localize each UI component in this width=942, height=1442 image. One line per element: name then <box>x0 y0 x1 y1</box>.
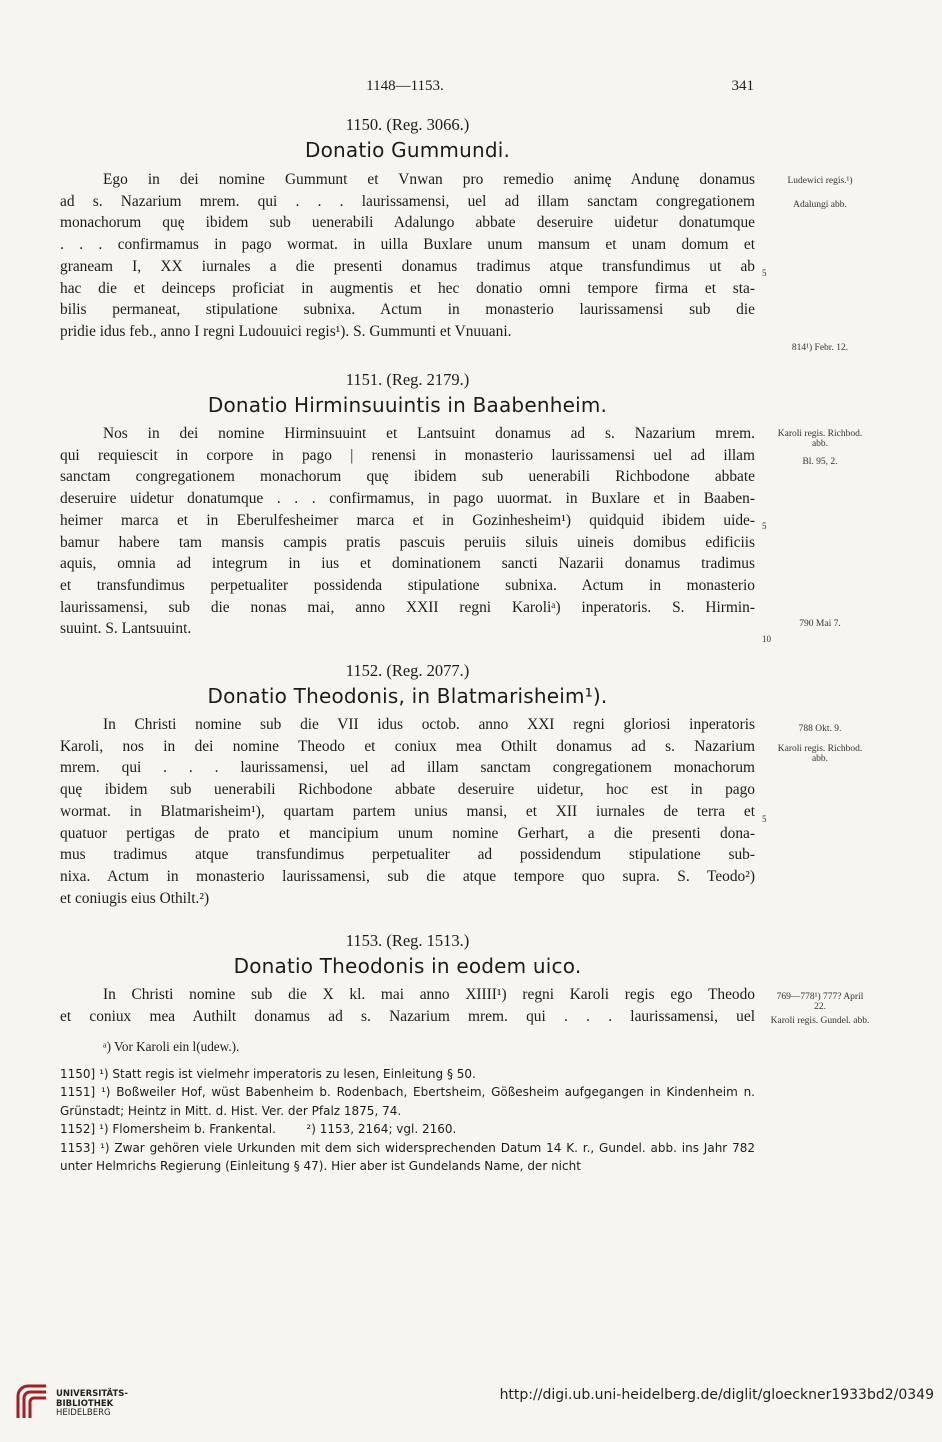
margin-note: Ludewici regis.¹) <box>787 176 853 186</box>
text-line: graneam I, XX iurnales a die presenti donamus tradimus atque transfundimus ut ab <box>60 257 755 275</box>
text-line: quatuor pertigas de prato et mancipium unum nomine Gerhart, a die presenti dona- <box>60 824 755 842</box>
library-line: UNIVERSITÄTS- <box>56 1389 128 1399</box>
text-line: Nos in dei nomine Hirminsuuint et Lantsuint donamus ad s. Nazarium mrem. <box>103 425 755 442</box>
text-line: et coniugis eius Othilt.²) <box>60 889 210 907</box>
footnote-ref: 1151] <box>60 1085 96 1099</box>
text-line: et coniux mea Authilt donamus ad s. Nazarium mrem. qui . . . laurissamensi, uel <box>60 1007 755 1025</box>
margin-date: 769—778¹) 777? April 22. <box>776 992 864 1012</box>
text-line: laurissamensi, sub die nonas mai, anno XXII regni Karoliᵃ) inperatoris. S. Hirmin- <box>60 598 755 616</box>
charter-entry-1151 <box>60 369 755 640</box>
text-line: Ego in dei nomine Gummunt et Vnwan pro remedio animę Andunę donamus <box>103 171 755 188</box>
footnote-1152 <box>60 1120 755 1139</box>
entry-text <box>60 984 755 1027</box>
entry-reg-number: 1150. (Reg. 3066.) <box>345 115 470 134</box>
library-logo-icon <box>14 1382 50 1422</box>
footnote-1151 <box>60 1083 755 1120</box>
footnote-text: ¹) Statt regis ist vielmehr imperatoris zu lesen, Einleitung § 50. <box>99 1066 476 1081</box>
library-name <box>56 1390 128 1419</box>
text-line: mrem. qui . . . laurissamensi, uel ad illam sanctam congregationem monachorum <box>60 759 755 777</box>
charter-entry-1150 <box>60 114 755 343</box>
entry-reg-number: 1151. (Reg. 2179.) <box>345 370 470 389</box>
library-line: BIBLIOTHEK <box>56 1398 114 1409</box>
footnotes <box>60 1038 755 1176</box>
margin-note: Karoli regis. Richbod. abb. <box>777 744 863 764</box>
line-number: 10 <box>762 634 771 644</box>
text-line: monachorum quę ibidem sub uenerabili Adalungo abbate deseruire uidetur donatumque <box>60 214 755 232</box>
footnote-text: ¹) Flomersheim b. Frankental. ²) 1153, 2164; vgl. 2160. <box>99 1122 457 1136</box>
digitization-footer <box>0 1378 942 1428</box>
line-number: 5 <box>762 814 767 824</box>
text-line: aquis, omnia ad integrum in ius et dominationem sancti Nazarii donamus tradimus <box>60 555 755 573</box>
entry-text <box>60 423 755 640</box>
charter-entry-1152 <box>60 660 755 909</box>
source-url-link[interactable]: http://digi.ub.uni-heidelberg.de/diglit/gloeckner1933bd2/0349 <box>499 1387 934 1403</box>
entry-text <box>60 169 755 343</box>
running-head <box>60 78 760 100</box>
charter-entry-1153 <box>60 930 755 1027</box>
text-line: hac die et deinceps proficiat in augmentis et hec donatio omni tempore firma et sta- <box>60 279 755 297</box>
entry-reg-number: 1153. (Reg. 1513.) <box>345 931 470 950</box>
text-line: mus tradimus atque transfundimus perpetualiter ad possidendum stipulatione sub- <box>60 846 755 864</box>
text-line: sanctam congregationem monachorum quę ibidem sub uenerabili Richbodone abbate <box>60 468 755 486</box>
library-line: HEIDELBERG <box>56 1408 111 1419</box>
text-line: wormat. in Blatmarisheim¹), quartam partem unius mansi, et XII iurnales de terra et <box>60 802 755 820</box>
text-line: heimer marca et in Eberulfesheimer marca et in Gozinhesheim¹) quidquid ibidem uide- <box>60 511 755 529</box>
text-line: In Christi nomine sub die X kl. mai anno XIIII¹) regni Karoli regis ego Theodo <box>103 986 755 1003</box>
entry-text <box>60 714 755 909</box>
text-line: et transfundimus perpetualiter possidenda stipulatione subnixa. Actum in monasterio <box>60 576 755 594</box>
line-number: 5 <box>762 521 767 531</box>
text-line: deseruire uidetur donatumque . . . confirmamus, in pago uuormat. in Buxlare et in Baaben- <box>60 490 755 508</box>
text-line: suuint. S. Lantsuuint. <box>60 620 192 638</box>
text-line: In Christi nomine sub die VII idus octob. anno XXI regni gloriosi inperatoris <box>103 716 755 733</box>
entry-title: Donatio Hirminsuuintis in Baabenheim. <box>207 393 608 417</box>
text-line: bilis permaneat, stipulatione subnixa. Actum in monasterio laurissamensi sub die <box>60 301 755 319</box>
margin-note: Karoli regis. Gundel. abb. <box>770 1016 870 1026</box>
margin-note: Karoli regis. Richbod. abb. <box>777 429 863 449</box>
footnote-text: ¹) Boßweiler Hof, wüst Babenheim b. Rodenbach, Ebertsheim, Gößesheim aufgegangen in Kindenheim n. Grünstadt; Heintz in Mitt. d. Hist. Ver. der Pfalz 1875, 74. <box>60 1085 755 1118</box>
text-line: Karoli, nos in dei nomine Theodo et coniux mea Othilt donamus ad s. Nazarium <box>60 737 755 755</box>
footnote-ref: 1153] <box>60 1140 96 1155</box>
text-line: ad s. Nazarium mrem. qui . . . laurissamensi, uel ad illam sanctam congregationem <box>60 192 755 210</box>
text-line: quę ibidem sub uenerabili Richbodone abbate deseruire uidetur, hoc est in pago <box>60 781 755 799</box>
margin-date: 814¹) Febr. 12. <box>791 343 849 353</box>
footnote-1150 <box>60 1065 755 1084</box>
entry-title: Donatio Theodonis, in Blatmarisheim¹). <box>207 684 608 708</box>
margin-note: Bl. 95, 2. <box>802 457 838 467</box>
line-number: 5 <box>762 268 767 278</box>
margin-date: 788 Okt. 9. <box>798 724 842 734</box>
text-line: nixa. Actum in monasterio laurissamensi, sub die atque tempore quo supra. S. Teodo²) <box>60 867 755 885</box>
text-line: bamur habere tam mansis campis pratis pascuis peruiis siluis uineis domibus edificiis <box>60 533 755 551</box>
entry-title: Donatio Gummundi. <box>304 138 511 162</box>
text-line: qui requiescit in corpore in pago | renensi in monasterio laurissamensi uel ad illam <box>60 446 755 464</box>
variant-note: ᵃ) Vor Karoli ein l(udew.). <box>103 1039 240 1054</box>
margin-date: 790 Mai 7. <box>799 619 841 629</box>
text-line: . . . confirmamus in pago wormat. in uilla Buxlare unum mansum et unam domum et <box>60 236 755 254</box>
footnote-ref: 1152] <box>60 1122 96 1136</box>
running-head-range: 1148—1153. <box>366 78 444 94</box>
margin-note: Adalungi abb. <box>793 200 847 210</box>
footnote-text: ¹) Zwar gehören viele Urkunden mit dem sich widersprechenden Datum 14 K. r., Gundel. abb. ins Jahr 782 unter Helmrichs Regierung (Einleitung § 47). Hier aber ist Gundelands Name, der nicht <box>60 1140 755 1173</box>
footnote-1153 <box>60 1139 755 1176</box>
text-line: pridie idus feb., anno I regni Ludouuici regis¹). S. Gummunti et Vnuuani. <box>60 322 512 340</box>
entry-reg-number: 1152. (Reg. 2077.) <box>345 661 470 680</box>
footnote-ref: 1150] <box>60 1066 96 1081</box>
entry-title: Donatio Theodonis in eodem uico. <box>233 954 582 978</box>
page-number: 341 <box>731 78 754 94</box>
